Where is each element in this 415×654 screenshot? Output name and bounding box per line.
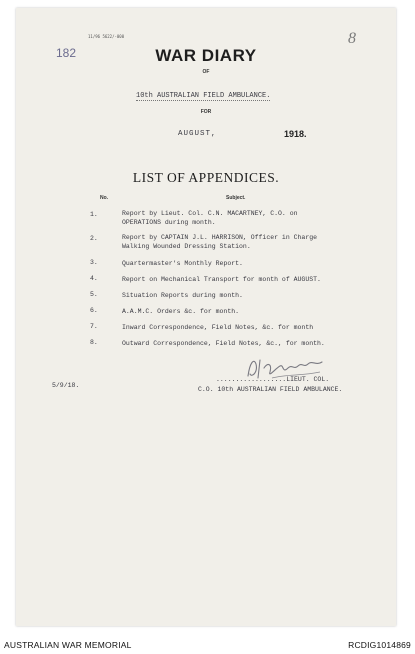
appendix-subject-line: Inward Correspondence, Field Notes, &c. for month <box>122 324 314 331</box>
signature-title: C.O. 10th AUSTRALIAN FIELD AMBULANCE. <box>198 386 343 393</box>
appendix-subject-line: Report by CAPTAIN J.L. HARRISON, Officer in Charge <box>122 234 318 241</box>
appendix-subject <box>122 209 298 227</box>
appendix-subject <box>122 291 243 300</box>
appendix-subject <box>122 233 317 251</box>
appendix-subject-line: OPERATIONS during month. <box>122 219 216 226</box>
unit-name: 10th AUSTRALIAN FIELD AMBULANCE. <box>136 92 271 100</box>
appendix-subject-line: Walking Wounded Dressing Station. <box>122 243 251 250</box>
page-number: 182 <box>56 46 77 60</box>
footer-record-id: RCDIG1014869 <box>348 640 411 650</box>
column-header-subject: Subject. <box>226 195 246 201</box>
of-label: OF <box>202 69 210 75</box>
appendix-subject-line: Situation Reports during month. <box>122 292 243 299</box>
footer-archive-name: AUSTRALIAN WAR MEMORIAL <box>4 640 132 650</box>
appendix-number: 8. <box>90 339 98 346</box>
signature-rank: ..................LIEUT. COL. <box>216 376 330 383</box>
appendix-subject <box>122 275 321 284</box>
corner-number: 8 <box>348 30 356 47</box>
appendix-number: 3. <box>90 259 98 266</box>
appendix-subject-line: Quartermaster's Monthly Report. <box>122 260 243 267</box>
month: AUGUST, <box>178 130 217 138</box>
appendix-subject <box>122 339 325 348</box>
for-label: FOR <box>200 109 212 115</box>
page-title: WAR DIARY <box>155 46 257 65</box>
list-title: LIST OF APPENDICES. <box>132 170 280 185</box>
appendix-subject-line: Outward Correspondence, Field Notes, &c., for month. <box>122 340 325 347</box>
appendix-subject-line: Report by Lieut. Col. C.N. MACARTNEY, C.O. on <box>122 210 298 217</box>
document-date: 5/9/18. <box>52 382 80 389</box>
appendix-subject-line: A.A.M.C. Orders &c. for month. <box>122 308 240 315</box>
appendix-number: 7. <box>90 323 98 330</box>
document-page <box>16 8 396 626</box>
form-code: 11/96 5622/-000 <box>88 34 125 39</box>
year: 1918. <box>284 129 307 139</box>
appendix-subject <box>122 323 313 332</box>
appendix-number: 1. <box>90 211 98 218</box>
appendix-subject <box>122 307 239 316</box>
appendix-subject-line: Report on Mechanical Transport for month of AUGUST. <box>122 276 321 283</box>
appendix-number: 2. <box>90 235 98 242</box>
column-header-no: No. <box>100 195 109 201</box>
appendix-subject <box>122 259 243 268</box>
appendix-number: 5. <box>90 291 98 298</box>
appendix-number: 6. <box>90 307 98 314</box>
appendix-number: 4. <box>90 275 98 282</box>
